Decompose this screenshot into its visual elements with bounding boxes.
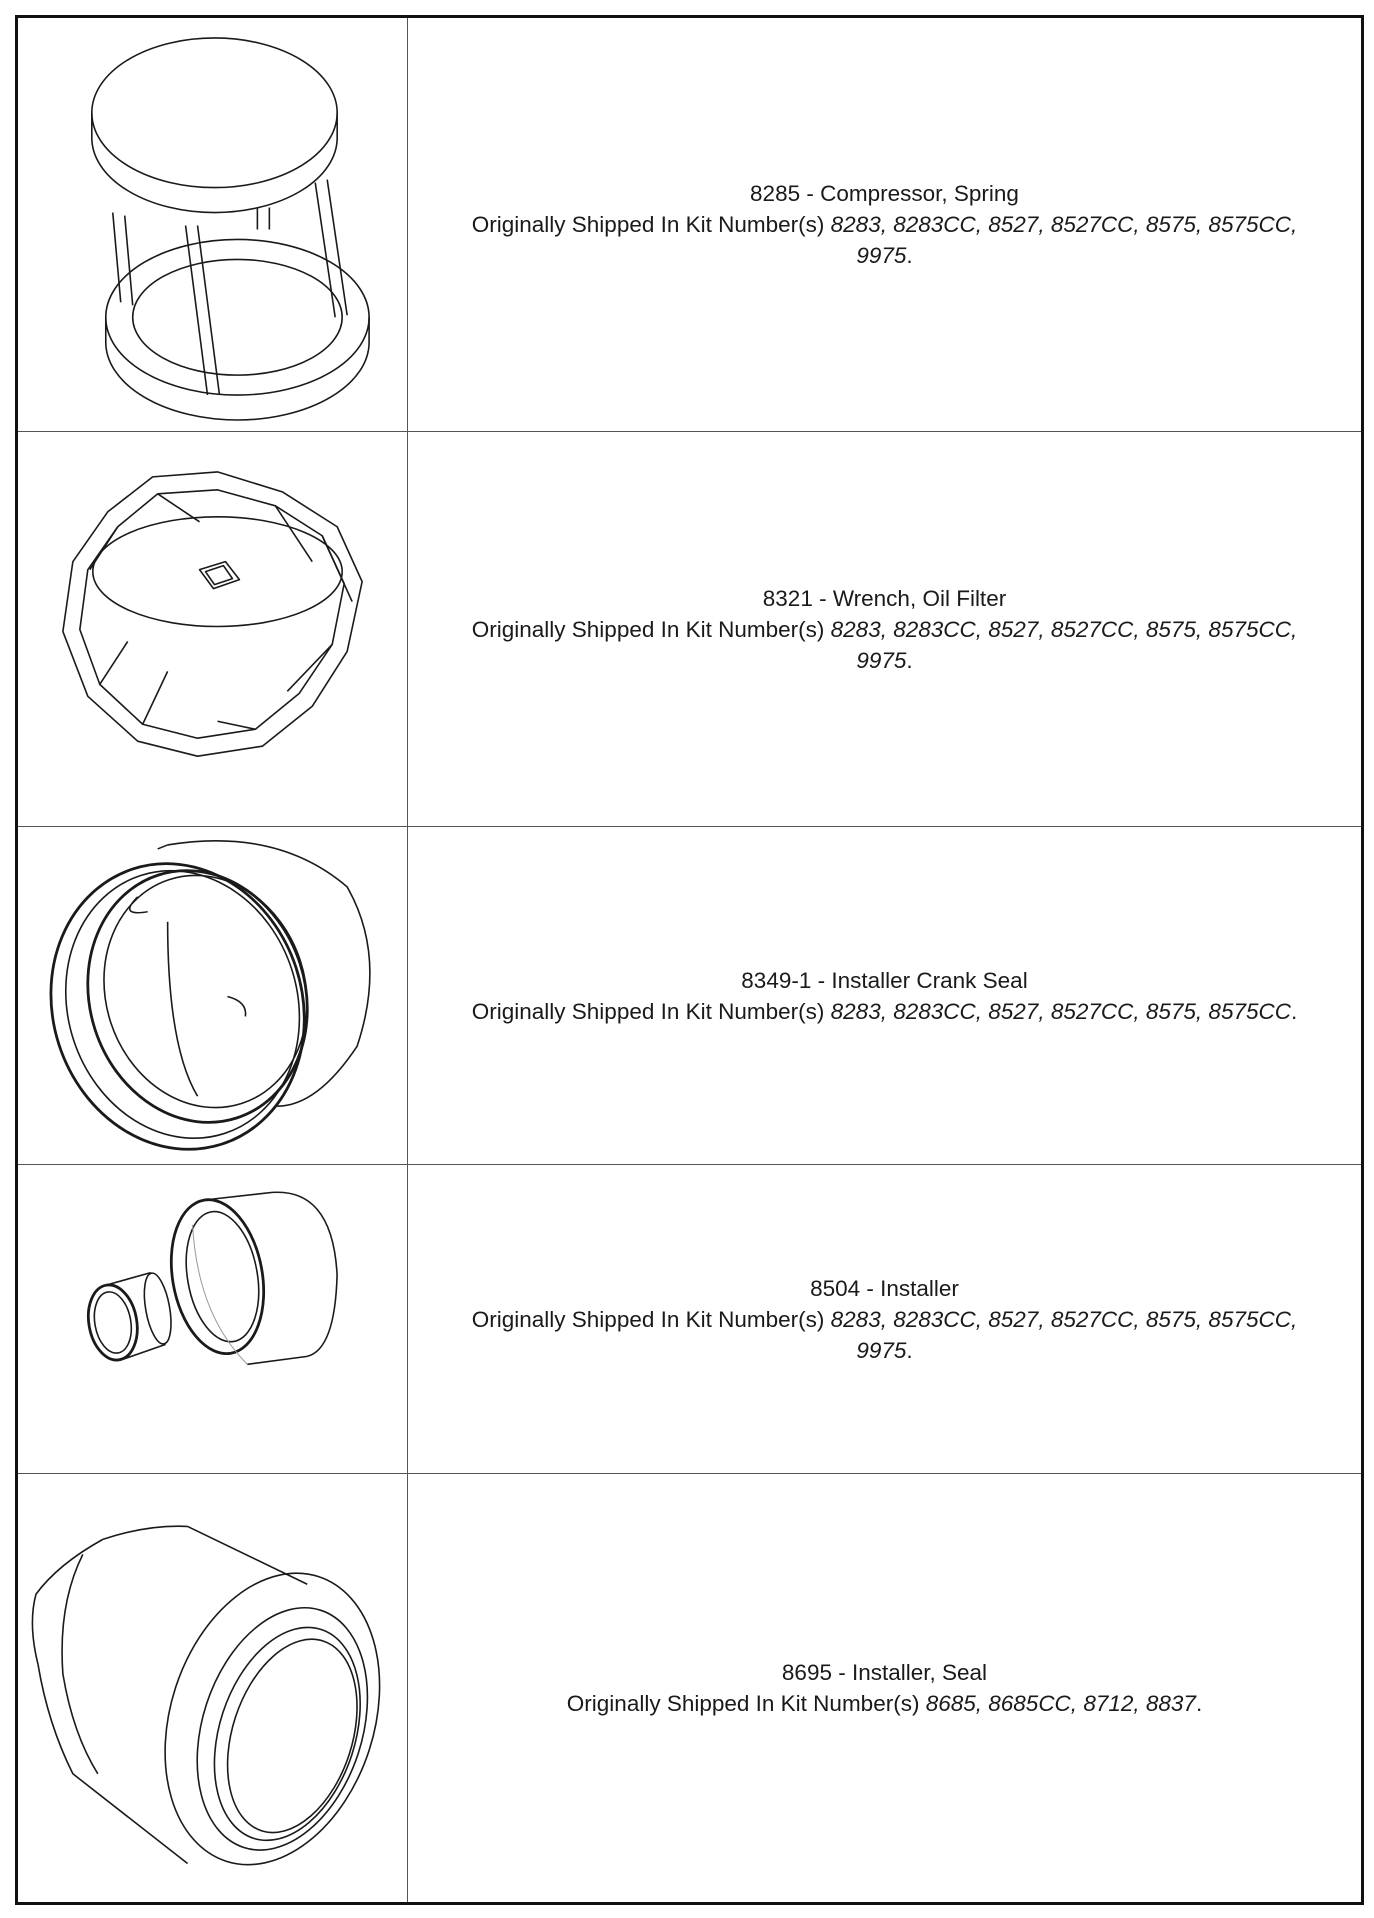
kit-numbers-cont: 9975 — [856, 647, 907, 673]
kit-line — [472, 209, 1298, 240]
image-cell — [18, 1165, 408, 1473]
kit-line: Originally Shipped In Kit Number(s) 8283, 8283CC, 8527, 8527CC, 8575, 8575CC. — [471, 998, 1298, 1024]
kit-numbers: 8283, 8283CC, 8527, 8527CC, 8575, 8575CC, — [830, 616, 1298, 642]
seal-installer-icon — [18, 1474, 407, 1902]
kit-line-cont: 9975. — [856, 647, 913, 673]
tool-table — [15, 15, 1364, 1905]
kit-numbers-cont: 9975 — [856, 1337, 907, 1363]
image-cell — [18, 432, 408, 826]
tool-title: 8504 - Installer — [810, 1275, 959, 1301]
kit-line: Originally Shipped In Kit Number(s) 8685, 8685CC, 8712, 8837. — [566, 1691, 1203, 1716]
shipped-label: Originally Shipped In Kit Number(s) — [566, 1691, 920, 1716]
kit-numbers: 8283, 8283CC, 8527, 8527CC, 8575, 8575CC — [830, 998, 1291, 1024]
crank-seal-installer-icon — [18, 827, 407, 1164]
description-cell — [408, 827, 1361, 1164]
table-row — [18, 18, 1361, 432]
description-cell — [408, 18, 1361, 431]
description-cell — [408, 432, 1361, 826]
kit-line — [472, 1304, 1298, 1335]
installer-icon — [18, 1165, 407, 1473]
spring-compressor-icon — [18, 18, 407, 431]
tool-title: 8321 - Wrench, Oil Filter — [762, 585, 1007, 611]
tool-title: 8695 - Installer, Seal — [781, 1660, 988, 1685]
tool-title: 8349-1 - Installer Crank Seal — [741, 967, 1028, 993]
image-cell — [18, 18, 408, 431]
table-row — [18, 432, 1361, 827]
image-cell — [18, 827, 408, 1164]
oil-filter-wrench-icon — [18, 432, 407, 826]
kit-line — [472, 614, 1298, 645]
kit-line-cont: 9975. — [856, 1337, 913, 1363]
tool-title: 8285 - Compressor, Spring — [750, 181, 1019, 206]
table-row — [18, 1165, 1361, 1474]
kit-numbers-cont: 9975 — [856, 243, 907, 268]
kit-line-cont: 9975. — [856, 243, 913, 268]
kit-numbers: 8283, 8283CC, 8527, 8527CC, 8575, 8575CC, — [830, 1306, 1298, 1332]
kit-numbers: 8283, 8283CC, 8527, 8527CC, 8575, 8575CC, — [830, 212, 1298, 237]
shipped-label: Originally Shipped In Kit Number(s) — [471, 1306, 825, 1332]
table-row — [18, 827, 1361, 1165]
shipped-label: Originally Shipped In Kit Number(s) — [471, 616, 825, 642]
shipped-label: Originally Shipped In Kit Number(s) — [471, 998, 825, 1024]
table-row — [18, 1474, 1361, 1902]
description-cell — [408, 1165, 1361, 1473]
shipped-label: Originally Shipped In Kit Number(s) — [471, 212, 825, 237]
description-cell — [408, 1474, 1361, 1902]
kit-numbers: 8685, 8685CC, 8712, 8837 — [925, 1691, 1196, 1716]
image-cell — [18, 1474, 408, 1902]
